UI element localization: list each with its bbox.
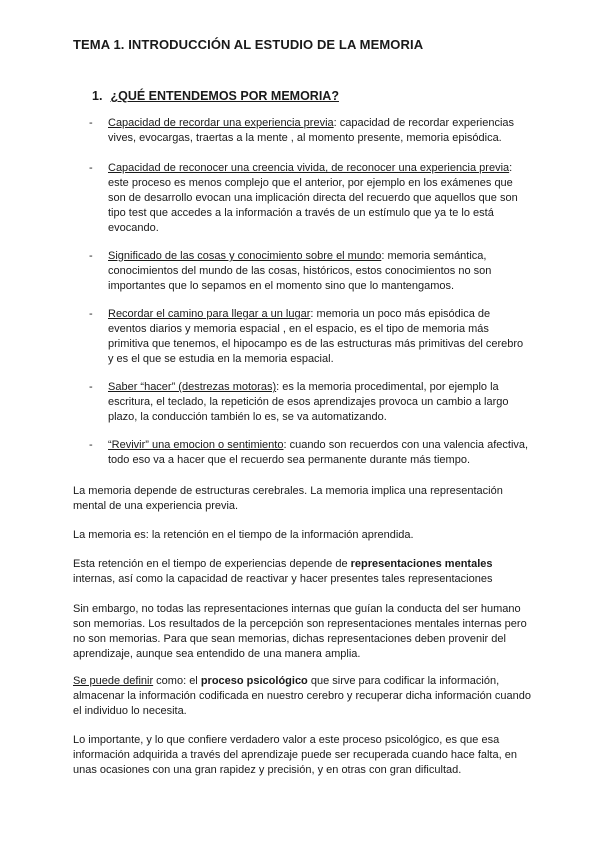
p3-post: internas, así como la capacidad de reactivar y hacer presentes tales representaciones [73,573,493,585]
bullet-body: : este proceso es menos complejo que el anterior, por ejemplo en los exámenes que son de desarrollo evocan una implicación directa del recuerdo que aquellos que son tipo test que accedes a la información a través de un estímulo que ya te lo está evocando. [108,162,518,234]
section-number: 1. [92,89,103,103]
bullet-label: Saber “hacer” (destrezas motoras) [108,381,277,393]
bullet-text [108,307,530,367]
bullet-dash: - [89,162,93,174]
p3-bold: representaciones mentales [350,558,493,570]
paragraph-not-all-memories: Sin embargo, no todas las representaciones internas que guían la conducta del ser humano son memorias. Los resultados de la percepción son representaciones mentales internas pero no son memorias. Para que sean memorias, dichas representaciones deben provenir del aprendizaje, aunque sea entendido de una manera amplia. [73,603,527,660]
paragraph-memory-definition: La memoria es: la retención en el tiempo de la información aprendida. [73,529,414,541]
p5-post: que sirve para codificar la información, almacenar la información codificada en nuestro cerebro y recuperar dicha información cuando el individuo lo necesita. [73,675,531,717]
bullet-label: “Revivir” una emocion o sentimiento [108,439,284,451]
p5-underlined: Se puede definir [73,675,154,687]
bullet-label: Capacidad de reconocer una creencia vivida, de reconocer una experiencia previa [108,162,510,174]
bullet-dash: - [89,117,93,129]
bullet-label: Significado de las cosas y conocimiento sobre el mundo [108,250,382,262]
paragraph-importance: Lo importante, y lo que confiere verdadero valor a este proceso psicológico, es que esa información adquirida a través del aprendizaje puede ser recuperada cuando hace falta, en unas ocasiones con una gran rapidez y precisión, y en otras con gran dificultad. [73,734,517,776]
bullet-dash: - [89,250,93,262]
section-heading [92,88,339,104]
paragraph-memory-structures: La memoria depende de estructuras cerebrales. La memoria implica una representación mental de una experiencia previa. [73,485,503,512]
paragraph-process-definition [73,674,533,719]
bullet-body: : es la memoria procedimental, por ejemplo la escritura, el teclado, la repetición de esos aprendizajes provoca un cambio a largo plazo, la conducción también lo es, se va automatizando. [108,381,509,423]
bullet-dash: - [89,308,93,320]
bullet-dash: - [89,381,93,393]
bullet-text [108,380,530,425]
section-heading-text: ¿QUÉ ENTENDEMOS POR MEMORIA? [110,89,339,103]
paragraph-representations [73,557,533,587]
bullet-body: : capacidad de recordar experiencias vives, evocargas, traertas a la mente , al momento presente, memoria episódica. [108,117,515,144]
bullet-body: : memoria semántica, conocimientos del mundo de las cosas, históricos, estos conocimientos no son importantes que lo sepamos en el momento sino que lo mantengamos. [108,250,492,292]
bullet-text [108,116,530,146]
bullet-text [108,249,530,294]
p3-pre: Esta retención en el tiempo de experiencias depende de [73,558,351,570]
bullet-label: Capacidad de recordar una experiencia previa [108,117,334,129]
bullet-text [108,438,530,468]
bullet-body: : memoria un poco más episódica de eventos diarios y memoria espacial , en el espacio, es el tipo de memoria más primitiva que tenemos, el hipocampo es de las estructuras más primitivas del cerebro y es el que se estudia en la memoria espacial. [108,308,524,365]
bullet-text [108,161,530,236]
bullet-label: Recordar el camino para llegar a un lugar [108,308,311,320]
bullet-dash: - [89,439,93,451]
page-title: TEMA 1. INTRODUCCIÓN AL ESTUDIO DE LA MEMORIA [73,37,424,52]
bullet-body: : cuando son recuerdos con una valencia afectiva, todo eso va a hacer que el recuerdo sea permanente durante más tiempo. [108,439,529,466]
p5-bold: proceso psicológico [200,675,308,687]
p5-mid: como: el [153,675,201,687]
